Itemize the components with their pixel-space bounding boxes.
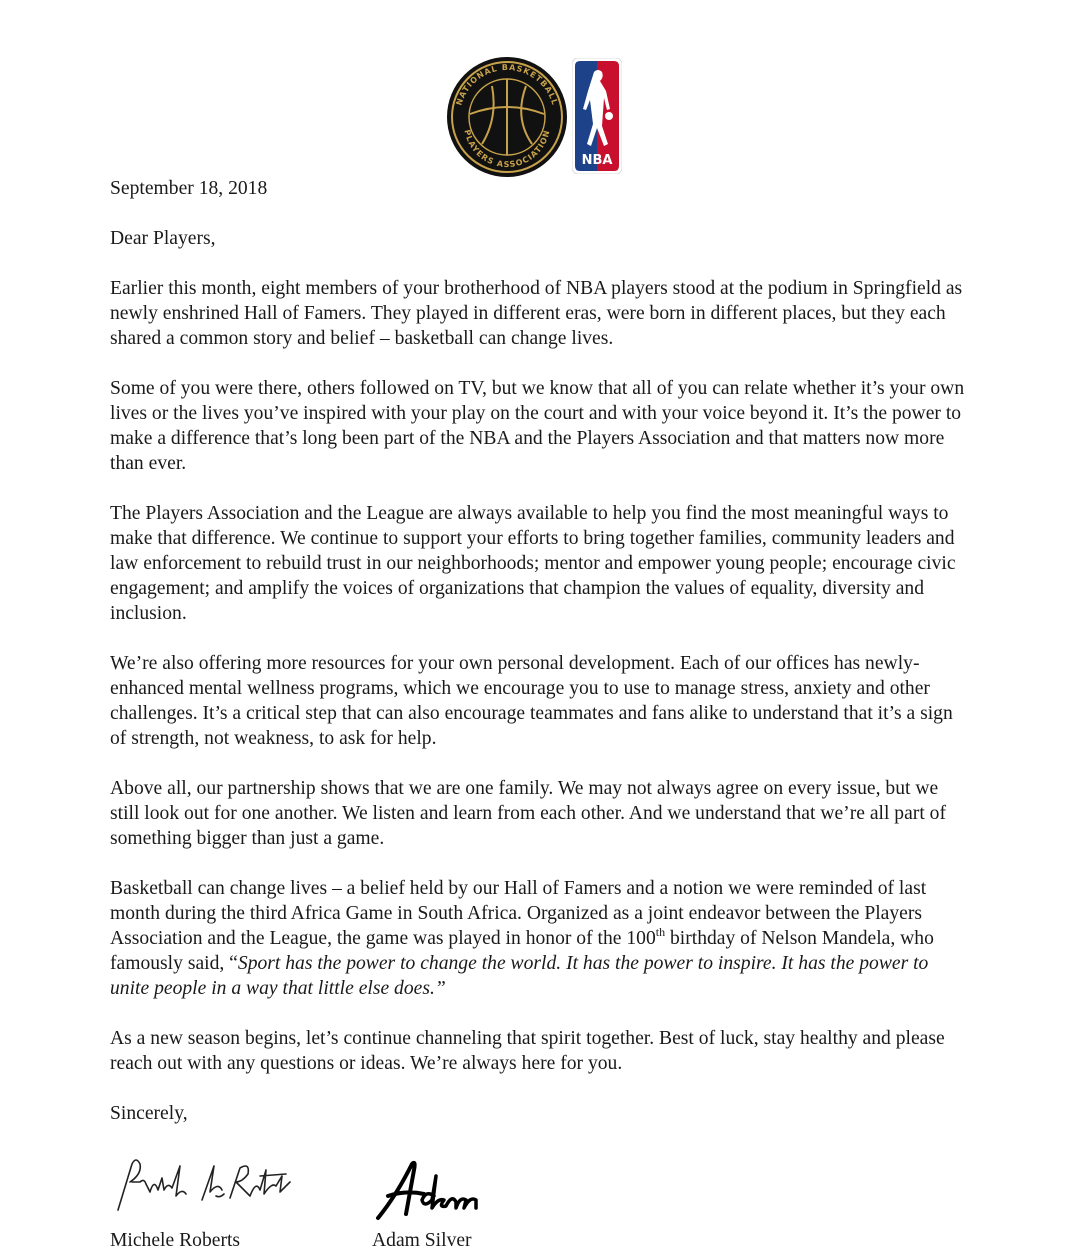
mandela-quote: Sport has the power to change the world. It has the power to inspire. It has the power to unite people in a way that little else does.”	[110, 953, 929, 999]
paragraph-6	[110, 876, 970, 1001]
signatory-name-2: Adam Silver	[372, 1230, 472, 1251]
svg-text:NATIONAL BASKETBALL: NATIONAL BASKETBALL	[454, 62, 560, 107]
paragraph-5: Above all, our partnership shows that we are one family. We may not always agree on every issue, but we still look out for one another. We listen and learn from each other. And we understand that we’re all part of something bigger than just a game.	[110, 778, 946, 849]
closing: Sincerely,	[110, 1103, 188, 1124]
letter-date: September 18, 2018	[110, 178, 268, 199]
paragraph-4: We’re also offering more resources for your own personal development. Each of our offices has newly-enhanced mental wellness programs, which we encourage you to use to manage stress, anxiety and other challenges. It’s a critical step that can also encourage teammates and fans alike to understand that it’s a sign of strength, not weakness, to ask for help.	[110, 653, 953, 749]
paragraph-1: Earlier this month, eight members of your brotherhood of NBA players stood at the podium in Springfield as newly enshrined Hall of Famers. They played in different eras, were born in different places, but they each shared a common story and belief – basketball can change lives.	[110, 278, 963, 349]
signature-michele-roberts	[110, 1152, 300, 1222]
letterhead-logos	[446, 54, 626, 178]
paragraph-3: The Players Association and the League are always available to help you find the most meaningful ways to make that difference. We continue to support your efforts to bring together families, community leaders and law enforcement to rebuild trust in our neighborhoods; mentor and empower young people; encourage civic engagement; and amplify the voices of organizations that champion the values of equality, diversity and inclusion.	[110, 503, 956, 624]
salutation: Dear Players,	[110, 228, 216, 249]
paragraph-6-text: Basketball can change lives – a belief held by our Hall of Famers and a notion we were reminded of last month during the third Africa Game in South Africa. Organized as a joint endeavor between the Players Association and the League, the game was played in honor of the 100	[110, 878, 927, 949]
paragraph-7: As a new season begins, let’s continue channeling that spirit together. Best of luck, stay healthy and please reach out with any questions or ideas. We’re always here for you.	[110, 1028, 945, 1074]
nba-logo	[572, 58, 622, 174]
svg-text:PLAYERS ASSOCIATION: PLAYERS ASSOCIATION	[462, 128, 552, 170]
nba-logo-text: NBA	[581, 153, 613, 168]
paragraph-2: Some of you were there, others followed on TV, but we know that all of you can relate whether it’s your own lives or the lives you’ve inspired with your play on the court and with your voice beyond it. It’s the power to make a difference that’s long been part of the NBA and the Players Association and that matters now more than ever.	[110, 378, 965, 474]
letter-body	[110, 176, 970, 1151]
signatory-name-1: Michele Roberts	[110, 1230, 241, 1251]
superscript-th: th	[655, 925, 666, 939]
nbpa-logo	[446, 56, 568, 178]
paragraph-6-text-cont: birthday of Nelson Mandela, who famously said, “	[110, 928, 934, 974]
signature-adam-silver	[372, 1156, 492, 1226]
